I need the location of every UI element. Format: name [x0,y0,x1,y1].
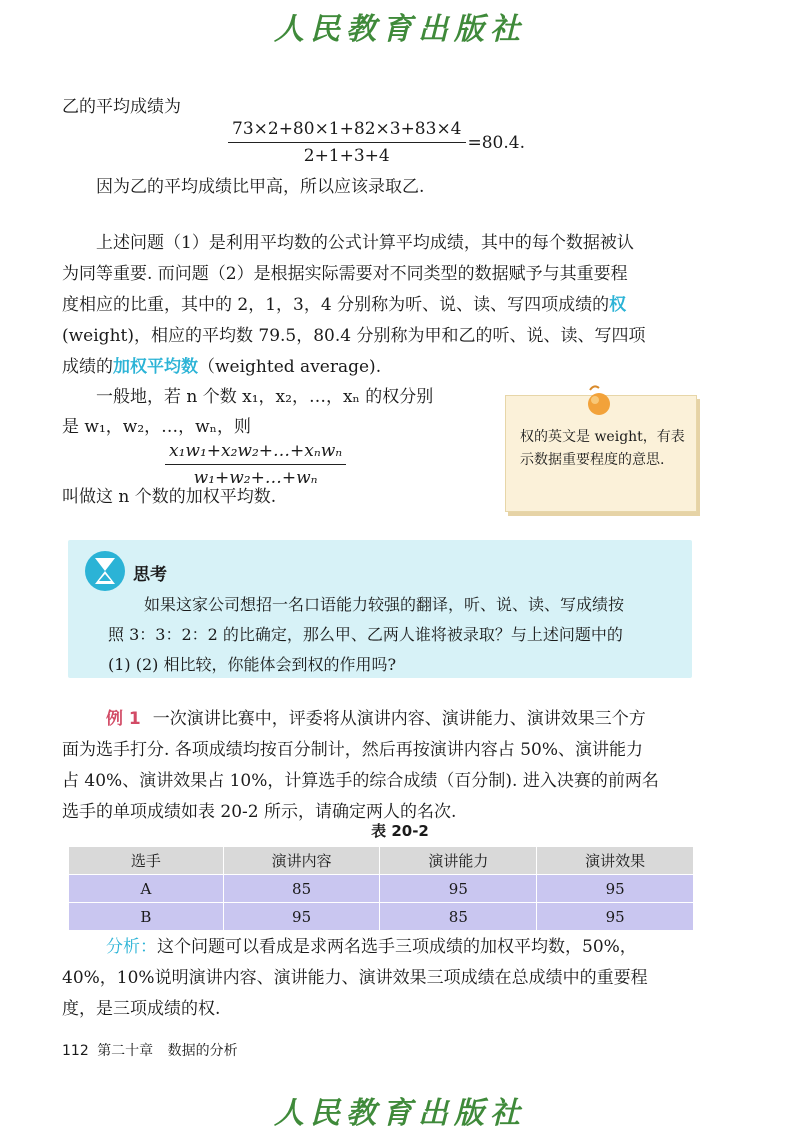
para1-line3 [62,290,646,321]
example-line1-text: 一次演讲比赛中，评委将从演讲内容、演讲能力、演讲效果三个方 [152,709,646,729]
analysis-line1 [62,932,648,963]
think-line2: 照 3：3：2：2 的比确定，那么甲、乙两人谁将被录取？与上述问题中的 [108,625,623,644]
think-line3: (1) (2) 相比较，你能体会到权的作用吗? [108,655,397,674]
table-header-cell: 演讲能力 [380,847,537,875]
think-line1: 如果这家公司想招一名口语能力较强的翻译，听、说、读、写成绩按 [144,595,625,614]
analysis-label: 分析： [106,937,157,957]
analysis-line3: 度，是三项成绩的权. [62,999,221,1019]
example-line3: 占 40%、演讲效果占 10%，计算选手的综合成绩（百分制). 进入决赛的前两名 [62,771,659,791]
publisher-logo-top: 人民教育出版社 [274,12,526,47]
table-cell: 85 [223,875,380,903]
publisher-logo-bottom: 人民教育出版社 [274,1096,526,1131]
formula-denominator: 2+1+3+4 [303,146,390,166]
para1-line5 [62,352,646,383]
chapter-label: 第二十章 [97,1043,154,1059]
intro-line: 乙的平均成绩为 [62,97,181,117]
table-row [69,903,694,931]
table-cell: B [69,903,224,931]
chapter-title: 数据的分析 [167,1043,238,1059]
margin-note-text: 权的英文是 weight，有表示数据重要程度的意思. [520,429,685,468]
formula-general-denominator: w₁+w₂+…+wₙ [193,468,318,488]
think-title: 思考 [133,565,167,585]
analysis-line1-text: 这个问题可以看成是求两名选手三项成绩的加权平均数，50%， [157,937,637,957]
page-footer [62,1040,238,1060]
para1-line5-text: 成绩的 [62,357,113,377]
think-text [108,590,624,680]
table-header-cell: 演讲内容 [223,847,380,875]
table-header-cell: 演讲效果 [537,847,694,875]
table-header-cell: 选手 [69,847,224,875]
formula-weighted-mean-b [228,118,525,167]
table-cell: 95 [537,903,694,931]
analysis [62,932,648,1025]
pushpin-icon [584,384,614,418]
keyword-weight: 权 [609,295,627,315]
para1-line4: (weight)，相应的平均数 79.5，80.4 分别称为甲和乙的听、说、读、写四项 [62,326,646,346]
formula-numerator: 73×2+80×1+82×3+83×4 [228,118,466,143]
example-label: 例 1 [106,709,141,729]
page-number: 112 [62,1043,89,1059]
para1-line1: 上述问题（1）是利用平均数的公式计算平均成绩，其中的每个数据被认 [96,233,634,253]
para2-line1: 一般地，若 n 个数 x₁，x₂，…，xₙ 的权分别 [96,387,434,407]
keyword-weighted-average: 加权平均数 [113,357,198,377]
margin-note [505,395,697,512]
table-caption: 表 20-2 [371,822,429,840]
para2-line3: 叫做这 n 个数的加权平均数. [62,487,277,507]
table-row [69,875,694,903]
table-cell: A [69,875,224,903]
score-table [68,846,694,931]
table-cell: 95 [380,875,537,903]
example-1 [62,704,659,828]
table-cell: 85 [380,903,537,931]
analysis-line2: 40%，10%说明演讲内容、演讲能力、演讲效果三项成绩在总成绩中的重要程 [62,968,648,988]
example-line4: 选手的单项成绩如表 20-2 所示，请确定两人的名次. [62,802,457,822]
formula-fraction [228,118,466,167]
think-box [68,540,692,678]
hourglass-icon [84,550,126,592]
formula-result: =80.4. [467,132,525,153]
para1-line3-text: 度相应的比重，其中的 2，1，3，4 分别称为听、说、读、写四项成绩的 [62,295,610,315]
paragraph-weights [62,228,646,383]
para2-line2: 是 w₁，w₂，…，wₙ，则 [62,417,252,437]
table-cell: 95 [537,875,694,903]
example-line1 [62,704,659,735]
example-line2: 面为选手打分. 各项成绩均按百分制计，然后再按演讲内容占 50%、演讲能力 [62,740,643,760]
formula-general-numerator: x₁w₁+x₂w₂+…+xₙwₙ [165,440,346,465]
table-cell: 95 [223,903,380,931]
conclusion-line: 因为乙的平均成绩比甲高，所以应该录取乙. [96,177,425,197]
para1-line2: 为同等重要. 而问题（2）是根据实际需要对不同类型的数据赋予与其重要程 [62,264,628,284]
para1-line5-tail: （weighted average). [198,357,382,377]
table-header-row [69,847,694,875]
